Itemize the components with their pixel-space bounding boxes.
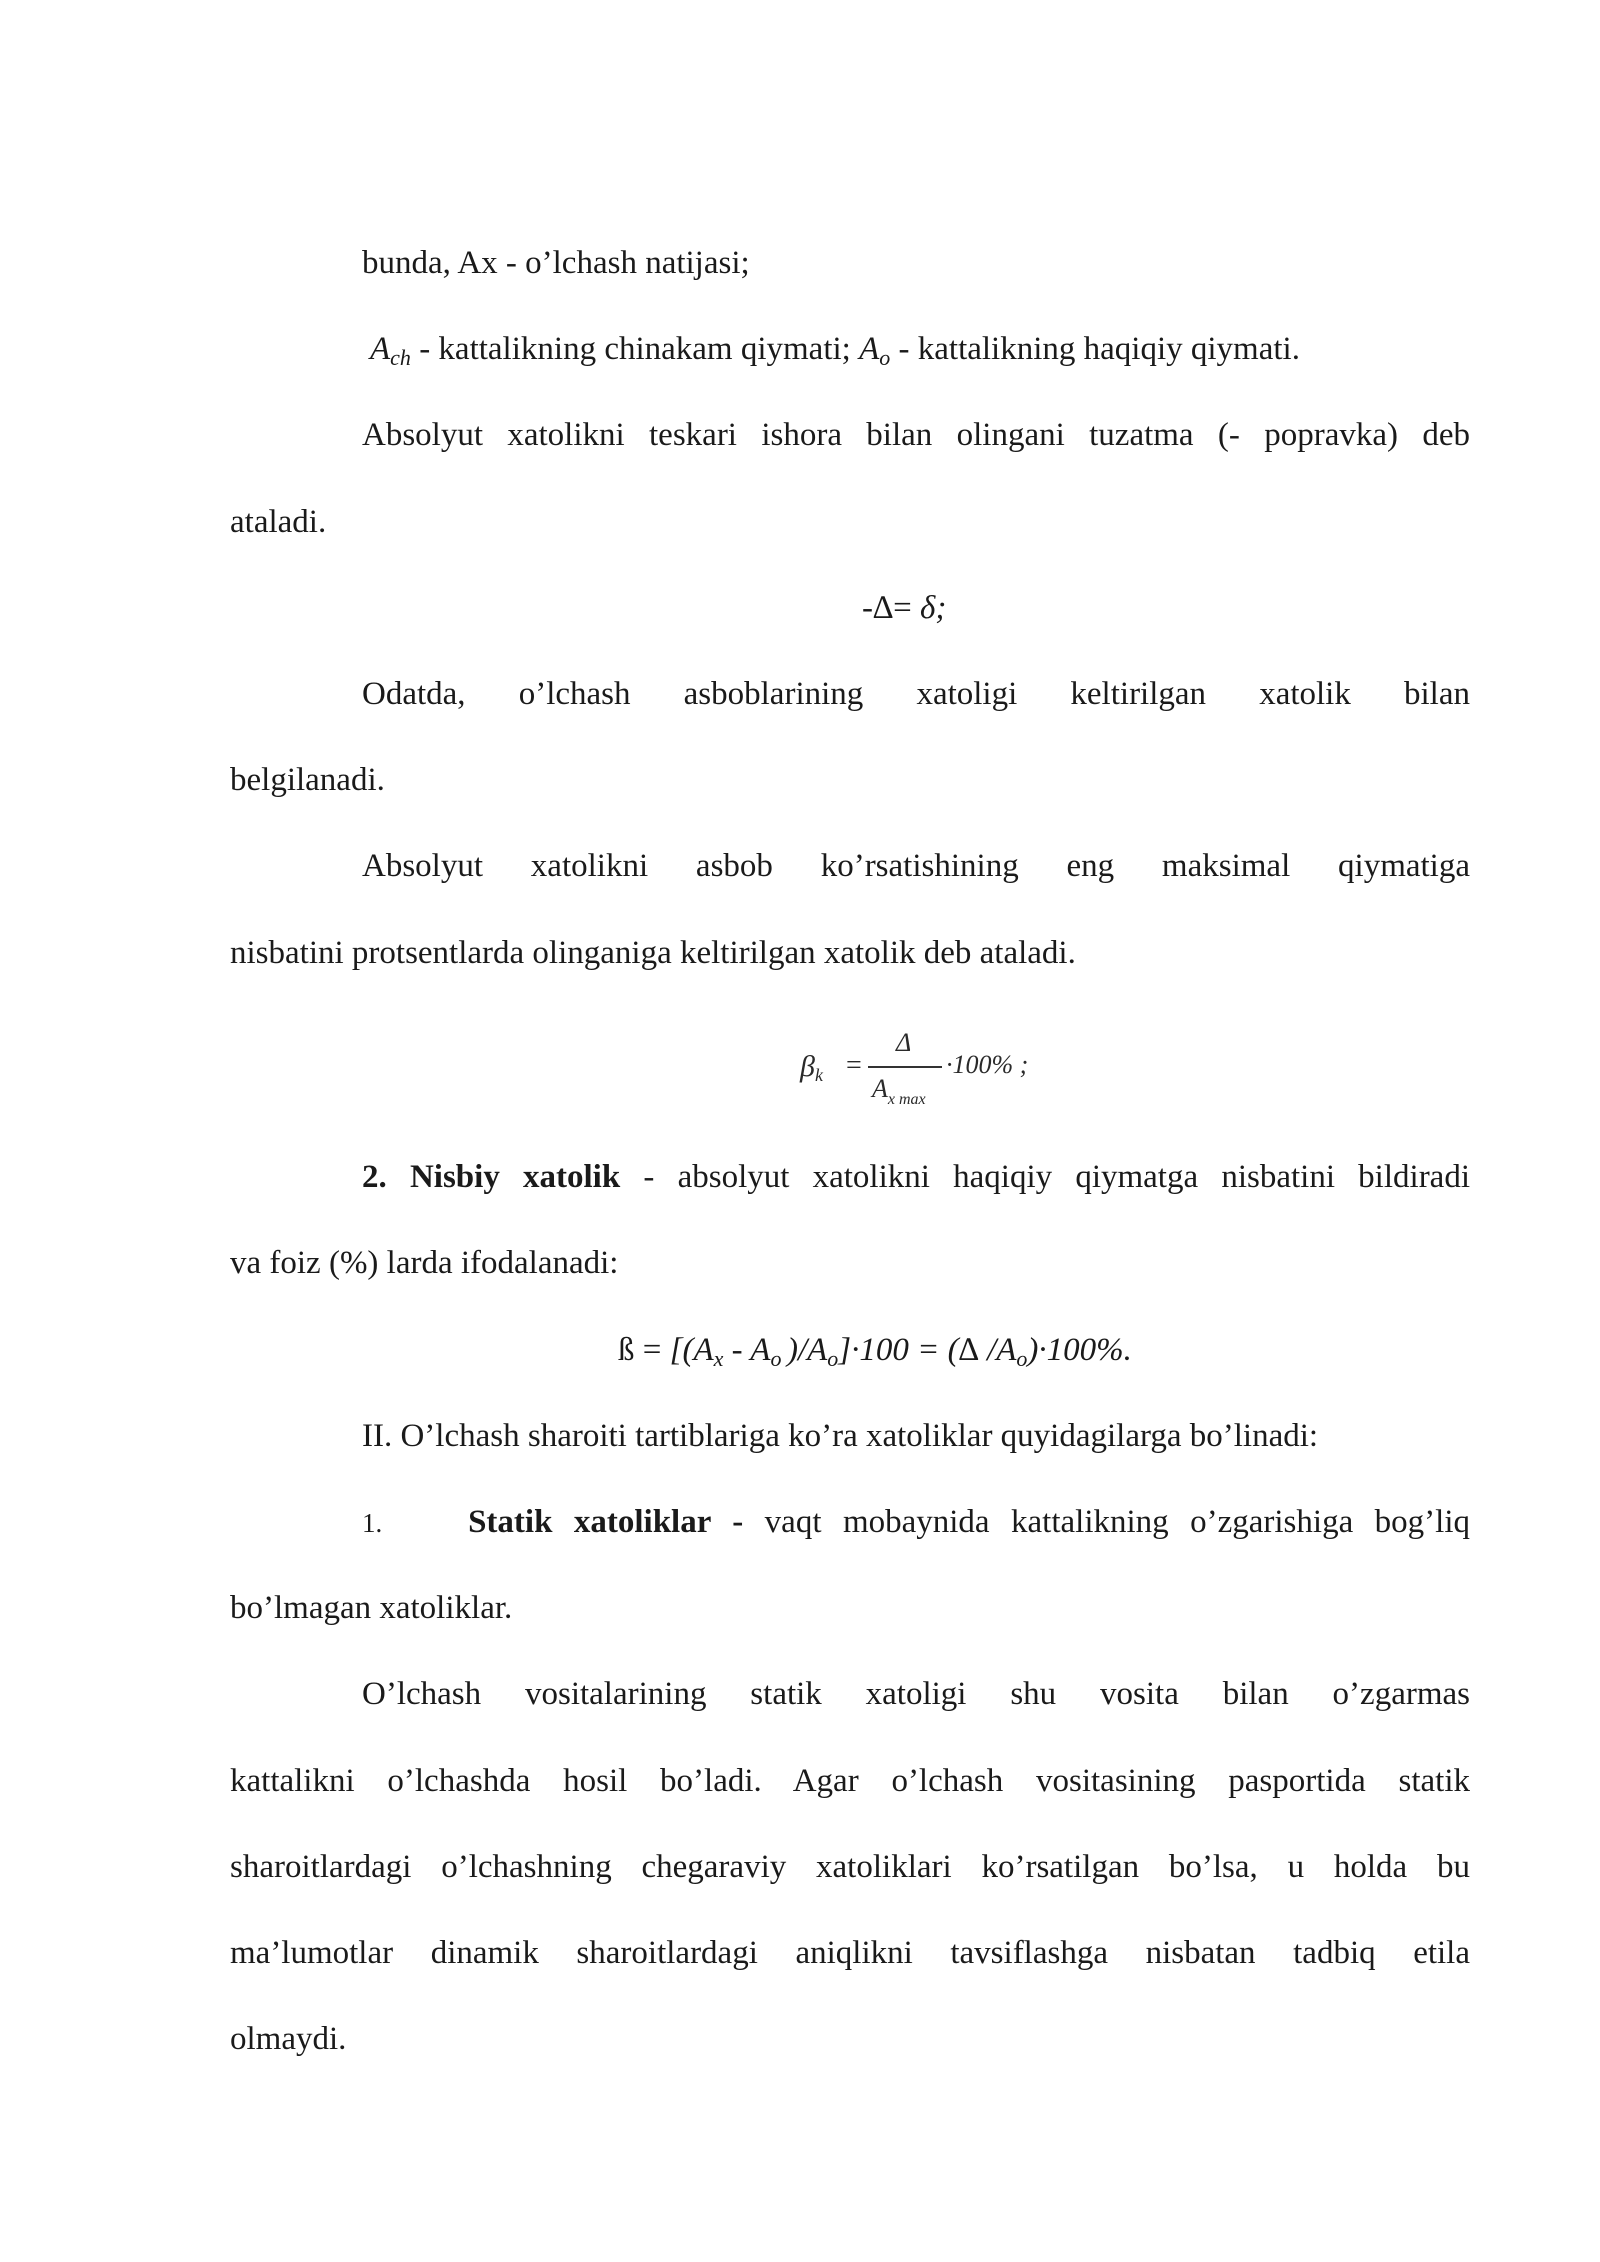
text-line: Absolyut xatolikni teskari ishora bilan olingani tuzatma (- popravka) deb [362,417,1470,453]
symbol-a-o: $A_o$ [859,331,891,370]
text-line: 2. Nisbiy xatolik - absolyut xatolikni haqiqiy qiymatga nisbatini bildiradi [362,1159,1470,1195]
text-line: nisbatini protsentlarda olinganiga keltirilgan xatolik deb ataladi. [230,935,1076,971]
text-line: ma’lumotlar dinamik sharoitlardagi aniqlikni tavsiflashga nisbatan tadbiq etila [230,1935,1470,1971]
text-line: va foiz (%) larda ifodalanadi: [230,1245,619,1281]
formula-equals: = [846,1050,862,1081]
formula-rest: ·100% ; [946,1050,1029,1079]
text-line: II. O’lchash sharoiti tartiblariga ko’ra xatoliklar quyidagilarga bo’linadi: [362,1418,1319,1454]
list-number: 1. [362,1508,383,1538]
equation-relative-error: ß = [($A_x - A_o$ )$/A_o]\cdot 100$ = (∆ $/A_o)\cdot 100\%$. [618,1332,1132,1371]
formula-numerator: Δ [896,1028,912,1057]
term-static-error: Statik xatoliklar - [468,1504,744,1540]
fraction-bar [868,1066,942,1068]
text-line: Absolyut xatolikni asbob ko’rsatishining eng maksimal qiymatiga [362,848,1470,884]
text-line: bo’lmagan xatoliklar. [230,1590,513,1626]
equation-correction: -∆= δ; [862,590,947,626]
text-line: kattalikni o’lchashda hosil bo’ladi. Agar o’lchash vositasining pasportida statik [230,1763,1470,1799]
list-item: 1. Statik xatoliklar - vaqt mobaynida kattalikning o’zgarishiga bog’liq [362,1504,1470,1540]
formula-denominator: $A_{x max}$ [872,1074,926,1108]
text-line: olmaydi. [230,2021,347,2057]
text-line: $A_{ch}$ - kattalikning chinakam qiymati; $A_o$ - kattalikning haqiqiy qiymati. [370,331,1300,370]
term-relative-error: 2. Nisbiy xatolik [362,1159,621,1195]
formula-reduced-error [800,1028,1060,1118]
text-line: ataladi. [230,504,327,540]
symbol-a-ch: $A_{ch}$ [370,331,411,370]
text-line: bunda, Ax - o’lchash natijasi; [362,245,750,281]
text-line: O’lchash vositalarining statik xatoligi shu vosita bilan o’zgarmas [362,1676,1470,1712]
formula-lhs: $\beta_k$ [800,1050,823,1085]
text-line: belgilanadi. [230,762,385,798]
text-line: sharoitlardagi o’lchashning chegaraviy xatoliklari ko’rsatilgan bo’lsa, u holda bu [230,1849,1470,1885]
text-line: Odatda, o’lchash asboblarining xatoligi keltirilgan xatolik bilan [362,676,1470,712]
